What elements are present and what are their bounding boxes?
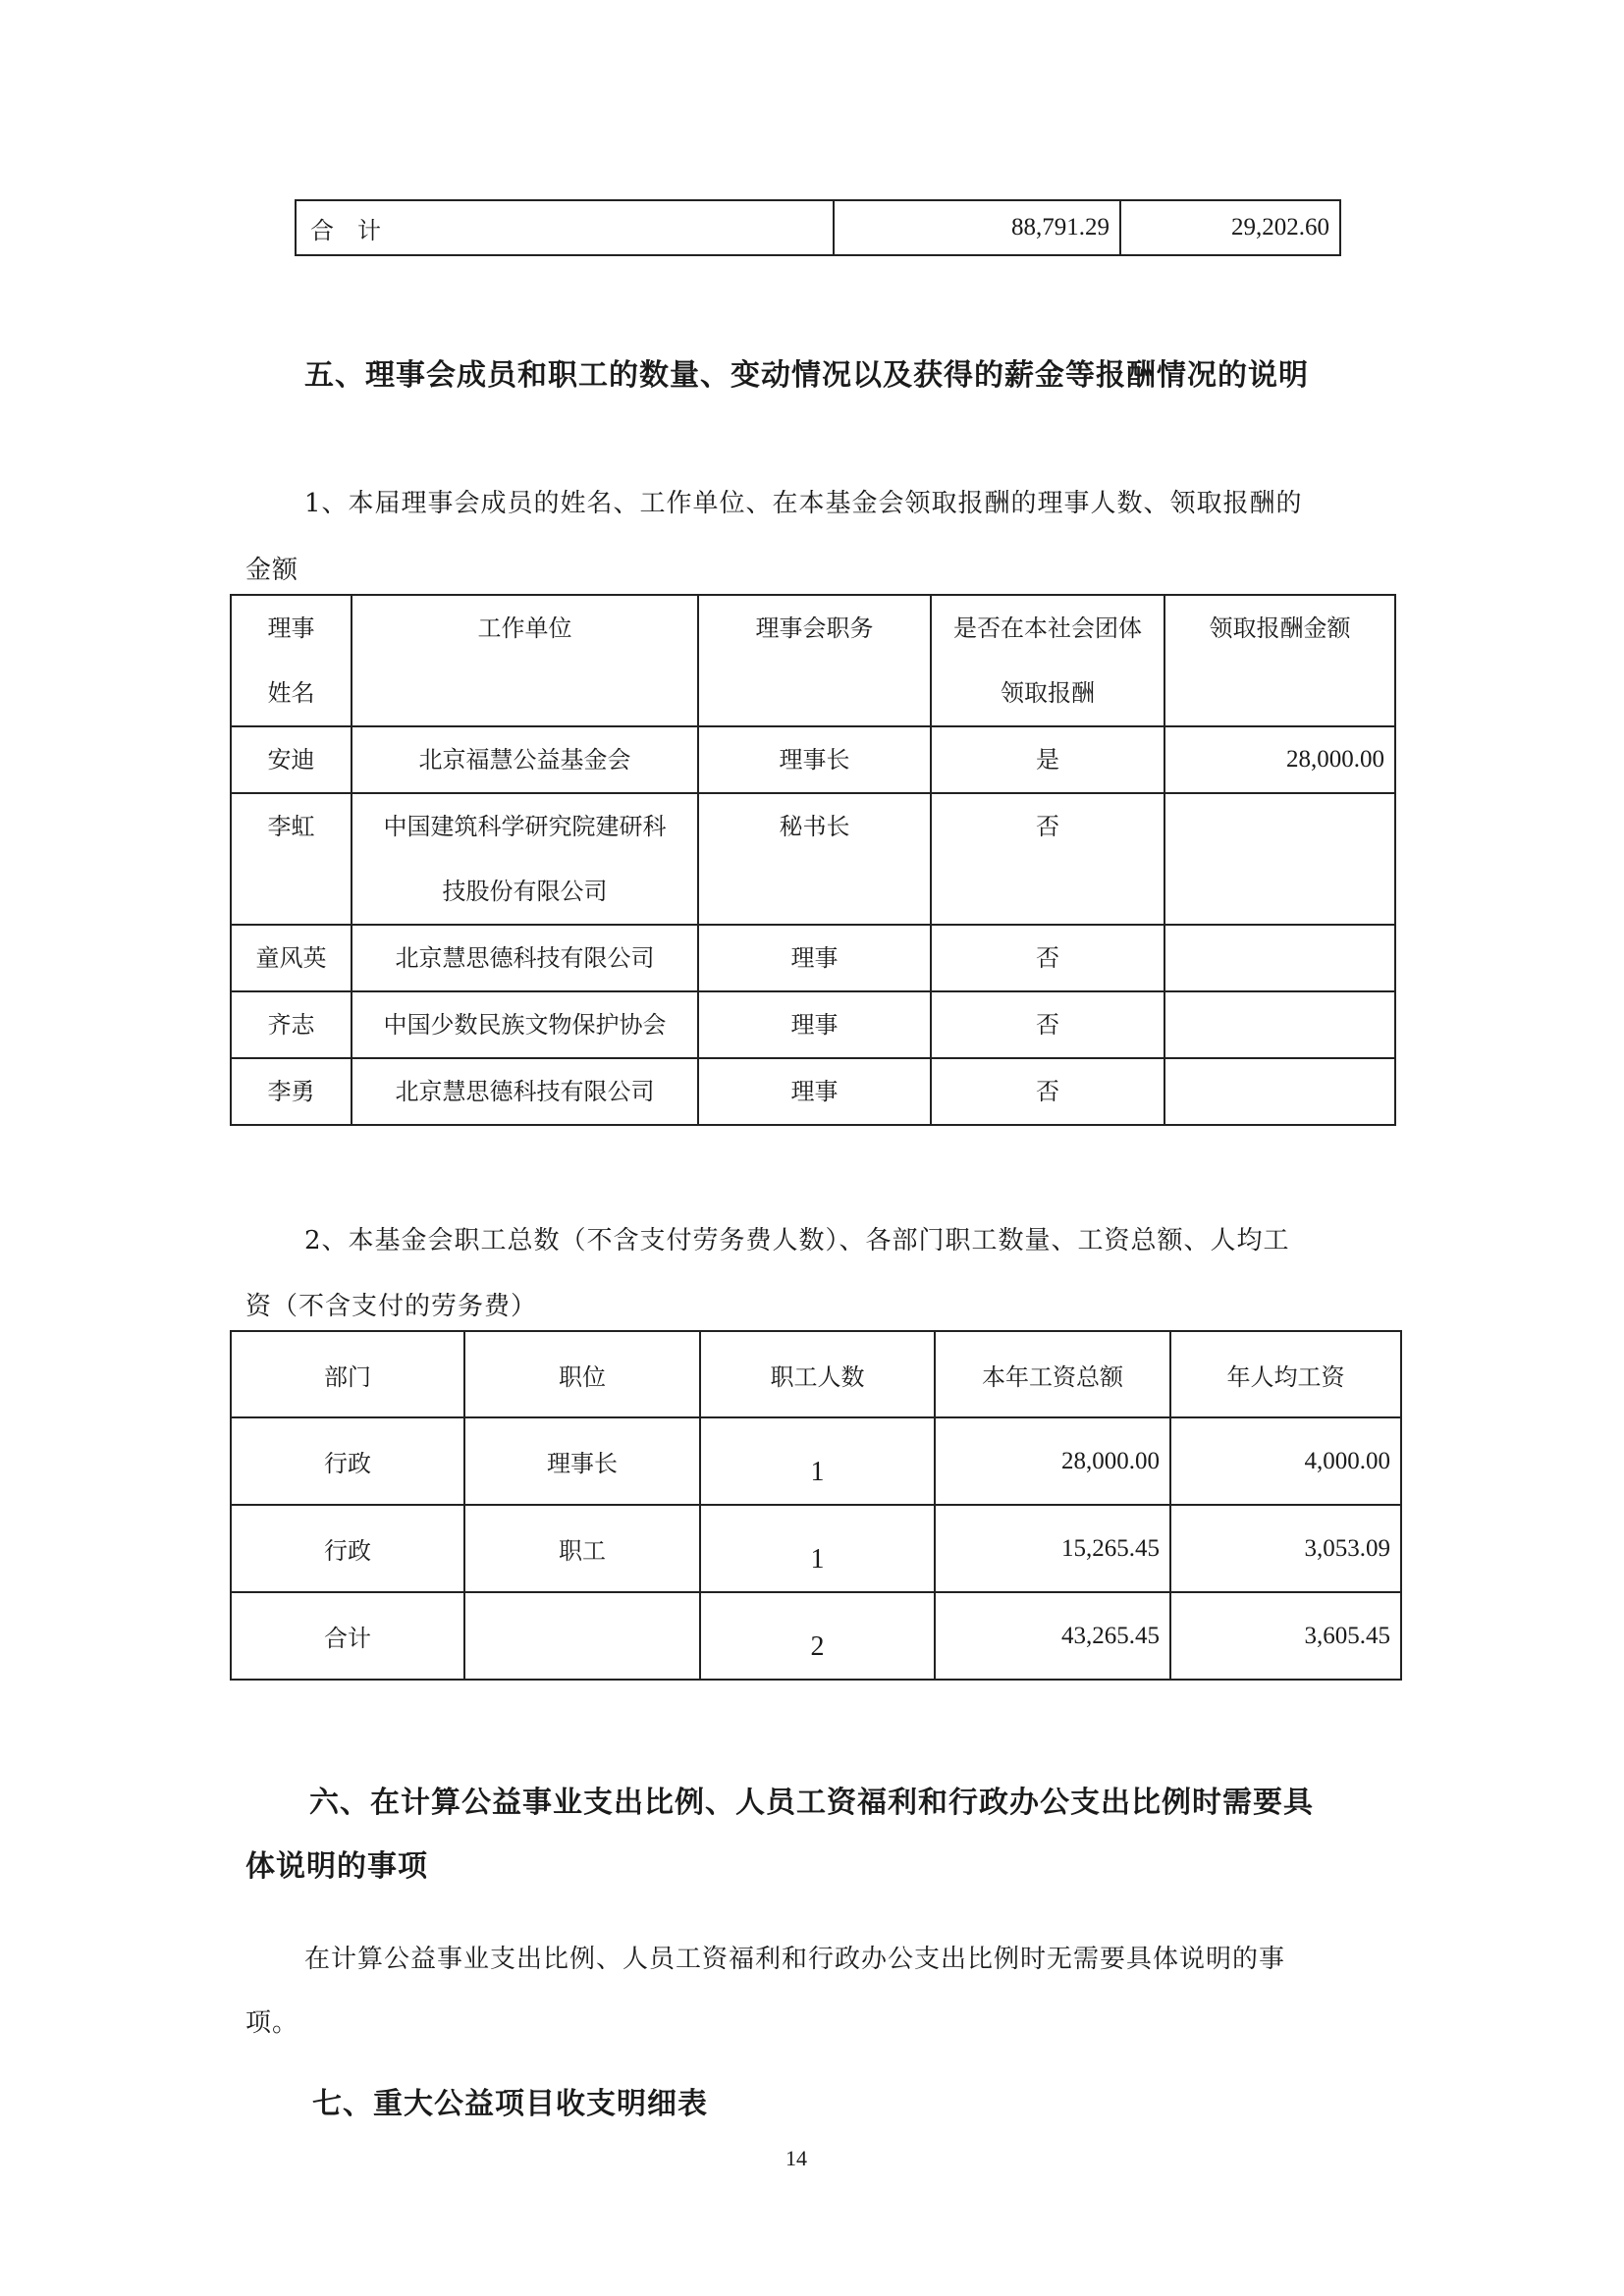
staff-position: 职工 xyxy=(464,1505,700,1592)
section5-sub1-line2: 金额 xyxy=(245,556,299,585)
table-row xyxy=(231,1592,1401,1680)
staff-avg: 3,053.09 xyxy=(1170,1505,1401,1592)
header-position: 理事会职务 xyxy=(698,595,931,726)
total-label: 合 计 xyxy=(296,200,834,255)
total-value-1: 88,791.29 xyxy=(834,200,1120,255)
table-row xyxy=(231,793,1395,925)
header-total: 本年工资总额 xyxy=(935,1331,1170,1417)
member-amount xyxy=(1164,925,1395,991)
section5-sub2-line1: 2、本基金会职工总数（不含支付劳务费人数）、各部门职工数量、工资总额、人均工 xyxy=(304,1226,1290,1255)
table-row xyxy=(231,991,1395,1058)
table-row xyxy=(231,1505,1401,1592)
member-amount: 28,000.00 xyxy=(1164,726,1395,793)
member-position: 理事 xyxy=(698,991,931,1058)
table-row xyxy=(231,1417,1401,1505)
total-value-2: 29,202.60 xyxy=(1120,200,1340,255)
section5-sub2-line2: 资（不含支付的劳务费） xyxy=(245,1292,538,1321)
total-row xyxy=(296,200,1340,255)
header-unit: 工作单位 xyxy=(352,595,698,726)
section6-body-line1: 在计算公益事业支出比例、人员工资福利和行政办公支出比例时无需要具体说明的事 xyxy=(304,1945,1286,1974)
header-count: 职工人数 xyxy=(700,1331,935,1417)
member-position: 理事长 xyxy=(698,726,931,793)
member-position: 秘书长 xyxy=(698,793,931,925)
header-name: 理事 姓名 xyxy=(231,595,352,726)
section6-body-line2: 项。 xyxy=(245,2008,299,2038)
section6-heading-line1: 六、在计算公益事业支出比例、人员工资福利和行政办公支出比例时需要具 xyxy=(309,1786,1314,1820)
member-name: 安迪 xyxy=(231,726,352,793)
staff-total: 15,265.45 xyxy=(935,1505,1170,1592)
page-number: 14 xyxy=(785,2146,807,2170)
header-amount: 领取报酬金额 xyxy=(1164,595,1395,726)
staff-position: 理事长 xyxy=(464,1417,700,1505)
member-unit: 中国少数民族文物保护协会 xyxy=(352,991,698,1058)
table-row xyxy=(231,1058,1395,1125)
totals-table xyxy=(295,199,1341,256)
staff-dept: 合计 xyxy=(231,1592,464,1680)
staff-avg: 3,605.45 xyxy=(1170,1592,1401,1680)
member-paid: 否 xyxy=(931,793,1164,925)
header-dept: 部门 xyxy=(231,1331,464,1417)
staff-dept: 行政 xyxy=(231,1505,464,1592)
staff-position xyxy=(464,1592,700,1680)
staff-table xyxy=(230,1330,1402,1681)
member-unit: 北京福慧公益基金会 xyxy=(352,726,698,793)
member-unit: 北京慧思德科技有限公司 xyxy=(352,925,698,991)
header-avg: 年人均工资 xyxy=(1170,1331,1401,1417)
staff-dept: 行政 xyxy=(231,1417,464,1505)
table-row xyxy=(231,925,1395,991)
staff-total: 43,265.45 xyxy=(935,1592,1170,1680)
staff-count: 1 xyxy=(700,1417,935,1505)
staff-count: 1 xyxy=(700,1505,935,1592)
member-paid: 是 xyxy=(931,726,1164,793)
section6-heading-line2: 体说明的事项 xyxy=(245,1849,428,1884)
header-position: 职位 xyxy=(464,1331,700,1417)
section7-heading: 七、重大公益项目收支明细表 xyxy=(312,2087,708,2121)
member-amount xyxy=(1164,991,1395,1058)
section5-heading: 五、理事会成员和职工的数量、变动情况以及获得的薪金等报酬情况的说明 xyxy=(304,358,1309,393)
section5-sub1-line1: 1、本届理事会成员的姓名、工作单位、在本基金会领取报酬的理事人数、领取报酬的 xyxy=(304,489,1303,518)
board-members-table xyxy=(230,594,1396,1126)
header-paid: 是否在本社会团体 领取报酬 xyxy=(931,595,1164,726)
member-unit: 北京慧思德科技有限公司 xyxy=(352,1058,698,1125)
staff-avg: 4,000.00 xyxy=(1170,1417,1401,1505)
member-paid: 否 xyxy=(931,991,1164,1058)
member-paid: 否 xyxy=(931,1058,1164,1125)
member-name: 童风英 xyxy=(231,925,352,991)
table-row xyxy=(231,726,1395,793)
board-header-row xyxy=(231,595,1395,726)
member-position: 理事 xyxy=(698,1058,931,1125)
staff-count: 2 xyxy=(700,1592,935,1680)
staff-header-row xyxy=(231,1331,1401,1417)
member-unit: 中国建筑科学研究院建研科 技股份有限公司 xyxy=(352,793,698,925)
staff-total: 28,000.00 xyxy=(935,1417,1170,1505)
member-amount xyxy=(1164,1058,1395,1125)
member-name: 李勇 xyxy=(231,1058,352,1125)
member-name: 齐志 xyxy=(231,991,352,1058)
member-position: 理事 xyxy=(698,925,931,991)
member-name: 李虹 xyxy=(231,793,352,925)
member-amount xyxy=(1164,793,1395,925)
member-paid: 否 xyxy=(931,925,1164,991)
